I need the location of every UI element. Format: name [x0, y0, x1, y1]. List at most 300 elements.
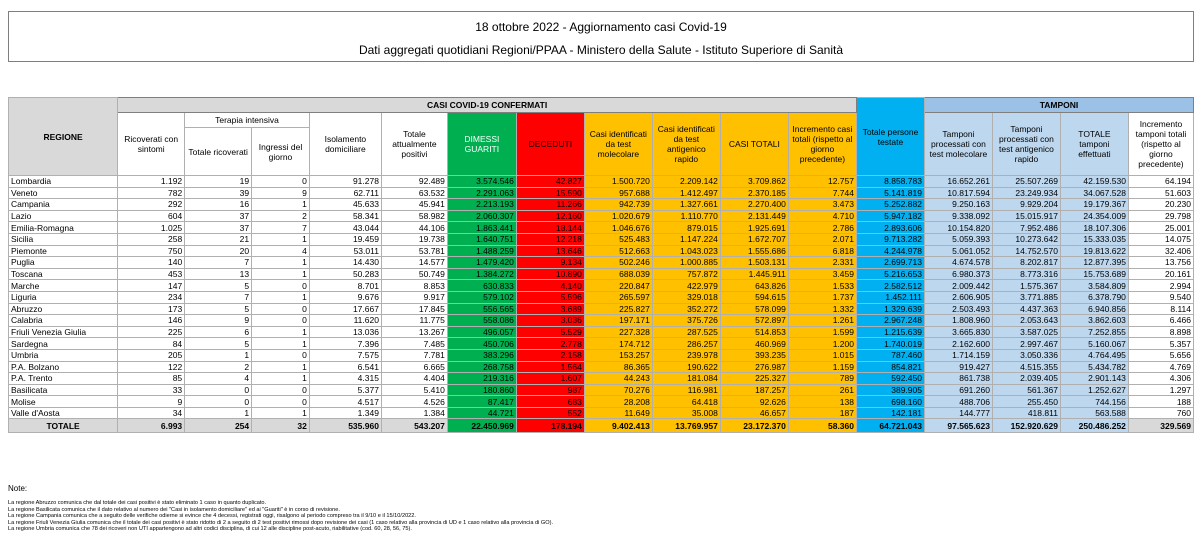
table-cell: 14.075: [1128, 233, 1193, 245]
table-cell: 919.427: [924, 361, 992, 373]
table-cell: 6.665: [381, 361, 447, 373]
table-cell: 329.569: [1128, 419, 1193, 433]
table-cell: 3.709.862: [720, 176, 788, 188]
table-cell: 9.713.282: [856, 233, 924, 245]
table-cell: 258: [118, 233, 185, 245]
table-cell: 2.503.493: [924, 303, 992, 315]
table-cell: 14.430: [309, 257, 381, 269]
col-header-totale-ricoverati: Totale ricoverati: [185, 128, 252, 176]
table-cell: 1.215.639: [856, 326, 924, 338]
table-cell: 87.417: [447, 396, 516, 408]
table-cell: 760: [1128, 407, 1193, 419]
table-cell: 1.384.272: [447, 268, 516, 280]
table-cell: 13.646: [516, 245, 584, 257]
table-cell: 422.979: [652, 280, 720, 292]
table-cell: 1.192: [118, 176, 185, 188]
table-cell: 552: [516, 407, 584, 419]
table-cell: 578.099: [720, 303, 788, 315]
table-cell: 1.640.751: [447, 233, 516, 245]
table-cell: 44.243: [584, 373, 652, 385]
table-row: [9, 303, 1194, 315]
table-cell: 19.179.367: [1060, 199, 1128, 211]
table-cell: 782: [118, 187, 185, 199]
table-cell: 144.777: [924, 407, 992, 419]
col-header-casi-molecolare: Casi identificati da test molecolare: [584, 113, 652, 176]
table-cell: 5.410: [381, 384, 447, 396]
table-cell: 197.171: [584, 315, 652, 327]
note-line: La regione Abruzzo comunica che dal totale dei casi positivi è stato eliminato 1 caso in quanto duplicato.: [8, 500, 267, 506]
table-row: [9, 176, 1194, 188]
table-cell: 225.827: [584, 303, 652, 315]
table-cell: 5: [185, 338, 252, 350]
table-cell: 9.540: [1128, 291, 1193, 303]
table-cell: 12.757: [788, 176, 856, 188]
table-cell: 2.370.185: [720, 187, 788, 199]
table-cell: 1.445.911: [720, 268, 788, 280]
table-cell: 33: [118, 384, 185, 396]
table-cell: 352.272: [652, 303, 720, 315]
table-cell: 0: [252, 384, 310, 396]
table-cell: 0: [252, 280, 310, 292]
table-cell: 19.813.622: [1060, 245, 1128, 257]
table-cell: 7.396: [309, 338, 381, 350]
table-cell: 460.969: [720, 338, 788, 350]
table-cell: 11.620: [309, 315, 381, 327]
table-cell: 3.665.830: [924, 326, 992, 338]
col-header-ingressi-giorno: Ingressi del giorno: [252, 128, 310, 176]
table-cell: 28.208: [584, 396, 652, 408]
region-name: Lazio: [9, 210, 118, 222]
table-cell: 861.738: [924, 373, 992, 385]
table-cell: 58.982: [381, 210, 447, 222]
table-row: [9, 384, 1194, 396]
table-cell: 1: [252, 233, 310, 245]
table-cell: 2.994: [1128, 280, 1193, 292]
table-cell: 6.940.856: [1060, 303, 1128, 315]
table-cell: 1: [252, 338, 310, 350]
table-cell: 2.162.600: [924, 338, 992, 350]
region-name: Sardegna: [9, 338, 118, 350]
table-cell: 5.059.393: [924, 233, 992, 245]
table-cell: 5.529: [516, 326, 584, 338]
table-cell: 3.574.546: [447, 176, 516, 188]
table-cell: 64.721.043: [856, 419, 924, 433]
table-cell: 1.672.707: [720, 233, 788, 245]
table-body: [9, 176, 1194, 433]
col-group-terapia-intensiva: Terapia intensiva: [185, 113, 310, 128]
table-cell: 225.327: [720, 373, 788, 385]
table-cell: 5.252.882: [856, 199, 924, 211]
table-cell: 4.315: [309, 373, 381, 385]
region-name: Campania: [9, 199, 118, 211]
table-cell: 32: [252, 419, 310, 433]
table-cell: 225: [118, 326, 185, 338]
table-cell: 205: [118, 349, 185, 361]
table-cell: 4.710: [788, 210, 856, 222]
table-cell: 5.377: [309, 384, 381, 396]
table-cell: 53.781: [381, 245, 447, 257]
table-cell: 10.817.594: [924, 187, 992, 199]
table-cell: 1: [252, 361, 310, 373]
col-header-totale-positivi: Totale attualmente positivi: [381, 113, 447, 176]
table-cell: 8.898: [1128, 326, 1193, 338]
table-cell: 122: [118, 361, 185, 373]
table-cell: 594.615: [720, 291, 788, 303]
region-name: P.A. Bolzano: [9, 361, 118, 373]
table-cell: 2.331: [788, 257, 856, 269]
table-cell: 4.140: [516, 280, 584, 292]
table-cell: 2.786: [788, 222, 856, 234]
table-cell: 2.009.442: [924, 280, 992, 292]
table-cell: 70.276: [584, 384, 652, 396]
table-cell: 37: [185, 222, 252, 234]
table-cell: 7: [185, 257, 252, 269]
table-cell: 8.114: [1128, 303, 1193, 315]
table-row: [9, 349, 1194, 361]
table-cell: 1.564: [516, 361, 584, 373]
table-cell: 4.674.578: [924, 257, 992, 269]
table-cell: 5: [185, 303, 252, 315]
table-cell: 4.437.363: [992, 303, 1060, 315]
table-cell: 1.297: [1128, 384, 1193, 396]
table-cell: 1.147.224: [652, 233, 720, 245]
table-cell: 1.599: [788, 326, 856, 338]
table-cell: 34: [118, 407, 185, 419]
table-row: [9, 373, 1194, 385]
table-cell: 46.657: [720, 407, 788, 419]
region-name: Puglia: [9, 257, 118, 269]
table-cell: 181.084: [652, 373, 720, 385]
table-cell: 17.845: [381, 303, 447, 315]
table-cell: 292: [118, 199, 185, 211]
table-cell: 140: [118, 257, 185, 269]
table-cell: 4.515.355: [992, 361, 1060, 373]
table-row: [9, 257, 1194, 269]
table-cell: 4.306: [1128, 373, 1193, 385]
table-cell: 34.067.528: [1060, 187, 1128, 199]
table-cell: 20.230: [1128, 199, 1193, 211]
table-cell: 1.159: [788, 361, 856, 373]
table-cell: 5: [185, 280, 252, 292]
table-cell: 789: [788, 373, 856, 385]
table-cell: 44.106: [381, 222, 447, 234]
table-cell: 512.663: [584, 245, 652, 257]
region-name: Basilicata: [9, 384, 118, 396]
table-cell: 2.901.143: [1060, 373, 1128, 385]
table-cell: 7.485: [381, 338, 447, 350]
table-cell: 227.328: [584, 326, 652, 338]
table-cell: 116.981: [652, 384, 720, 396]
table-cell: 20.161: [1128, 268, 1193, 280]
table-cell: 2.606.905: [924, 291, 992, 303]
table-cell: 2: [185, 361, 252, 373]
table-cell: 19: [185, 176, 252, 188]
table-cell: 92.489: [381, 176, 447, 188]
region-name: Marche: [9, 280, 118, 292]
table-cell: 6.993: [118, 419, 185, 433]
table-row: [9, 222, 1194, 234]
table-cell: 174.712: [584, 338, 652, 350]
table-cell: 1.110.770: [652, 210, 720, 222]
table-cell: 1.479.420: [447, 257, 516, 269]
table-cell: 502.246: [584, 257, 652, 269]
table-cell: 11.775: [381, 315, 447, 327]
table-cell: 7.952.486: [992, 222, 1060, 234]
table-cell: 389.905: [856, 384, 924, 396]
table-cell: 643.826: [720, 280, 788, 292]
table-cell: 9.250.163: [924, 199, 992, 211]
table-cell: 418.811: [992, 407, 1060, 419]
table-cell: 21: [185, 233, 252, 245]
col-header-ricoverati: Ricoverati con sintomi: [118, 113, 185, 176]
table-cell: 8.202.817: [992, 257, 1060, 269]
table-cell: 688.039: [584, 268, 652, 280]
table-cell: 153.257: [584, 349, 652, 361]
table-cell: 2.270.400: [720, 199, 788, 211]
table-cell: 556.565: [447, 303, 516, 315]
page-subtitle: Dati aggregati quotidiani Regioni/PPAA - Ministero della Salute - Istituto Superiore di Sanità: [358, 43, 844, 57]
table-cell: 0: [252, 315, 310, 327]
table-cell: 563.588: [1060, 407, 1128, 419]
table-cell: 4.526: [381, 396, 447, 408]
table-cell: 757.872: [652, 268, 720, 280]
table-cell: 5.656: [1128, 349, 1193, 361]
table-cell: 1.329.639: [856, 303, 924, 315]
table-cell: 2.967.248: [856, 315, 924, 327]
table-cell: 20: [185, 245, 252, 257]
table-cell: 287.525: [652, 326, 720, 338]
region-name: Abruzzo: [9, 303, 118, 315]
region-name: Piemonte: [9, 245, 118, 257]
table-cell: 53.011: [309, 245, 381, 257]
table-cell: 879.015: [652, 222, 720, 234]
table-cell: 525.483: [584, 233, 652, 245]
table-cell: 750: [118, 245, 185, 257]
table-cell: 239.978: [652, 349, 720, 361]
table-cell: 744.156: [1060, 396, 1128, 408]
table-cell: 1.575.367: [992, 280, 1060, 292]
table-cell: 97.565.623: [924, 419, 992, 433]
table-cell: 375.726: [652, 315, 720, 327]
table-cell: 572.897: [720, 315, 788, 327]
table-cell: 1.555.686: [720, 245, 788, 257]
table-cell: 1.046.676: [584, 222, 652, 234]
table-cell: 265.597: [584, 291, 652, 303]
table-row: [9, 361, 1194, 373]
table-cell: 16: [185, 199, 252, 211]
table-cell: 1.200: [788, 338, 856, 350]
col-header-incremento-casi: Incremento casi totali (rispetto al giorno precedente): [788, 113, 856, 176]
table-cell: 393.235: [720, 349, 788, 361]
table-cell: 630.833: [447, 280, 516, 292]
table-cell: 1.488.259: [447, 245, 516, 257]
table-cell: 45.633: [309, 199, 381, 211]
table-cell: 91.278: [309, 176, 381, 188]
table-cell: 2.997.467: [992, 338, 1060, 350]
table-cell: 6: [185, 326, 252, 338]
table-row: [9, 315, 1194, 327]
table-cell: 9.338.092: [924, 210, 992, 222]
table-cell: 3.584.809: [1060, 280, 1128, 292]
table-cell: 42.827: [516, 176, 584, 188]
table-cell: 84: [118, 338, 185, 350]
table-cell: 0: [252, 396, 310, 408]
table-cell: 3.771.885: [992, 291, 1060, 303]
table-cell: 276.987: [720, 361, 788, 373]
table-cell: 4.244.978: [856, 245, 924, 257]
table-cell: 18.144: [516, 222, 584, 234]
table-cell: 16.652.261: [924, 176, 992, 188]
table-cell: 8.701: [309, 280, 381, 292]
table-cell: 1: [252, 268, 310, 280]
table-cell: 987: [516, 384, 584, 396]
table-cell: 514.853: [720, 326, 788, 338]
table-cell: 8.773.316: [992, 268, 1060, 280]
region-name: Umbria: [9, 349, 118, 361]
table-cell: 58.341: [309, 210, 381, 222]
table-cell: 5.596: [516, 291, 584, 303]
table-cell: 2.893.606: [856, 222, 924, 234]
page-title: 18 ottobre 2022 - Aggiornamento casi Covid-19: [475, 20, 727, 34]
table-cell: 85: [118, 373, 185, 385]
table-cell: 7: [252, 222, 310, 234]
table-cell: 234: [118, 291, 185, 303]
table-cell: 942.739: [584, 199, 652, 211]
table-cell: 698.160: [856, 396, 924, 408]
region-name: Molise: [9, 396, 118, 408]
table-cell: 2.131.449: [720, 210, 788, 222]
table-cell: 1: [252, 373, 310, 385]
table-cell: 2.209.142: [652, 176, 720, 188]
table-cell: 220.847: [584, 280, 652, 292]
table-cell: 14.577: [381, 257, 447, 269]
table-cell: 592.450: [856, 373, 924, 385]
table-cell: 7.744: [788, 187, 856, 199]
table-cell: 13.769.957: [652, 419, 720, 433]
table-cell: 255.450: [992, 396, 1060, 408]
table-cell: 6.378.790: [1060, 291, 1128, 303]
table-cell: 1.043.023: [652, 245, 720, 257]
table-row: [9, 280, 1194, 292]
table-cell: 5.434.782: [1060, 361, 1128, 373]
table-cell: 1.412.497: [652, 187, 720, 199]
table-cell: 1.000.885: [652, 257, 720, 269]
table-cell: 5.141.819: [856, 187, 924, 199]
table-row: [9, 396, 1194, 408]
col-header-incremento-tamponi: Incremento tamponi totali (rispetto al giorno precedente): [1128, 113, 1193, 176]
table-cell: 23.172.370: [720, 419, 788, 433]
table-cell: 1: [252, 326, 310, 338]
table-cell: 138: [788, 396, 856, 408]
table-cell: 12.160: [516, 210, 584, 222]
table-cell: 561.367: [992, 384, 1060, 396]
col-header-totale-tamponi: TOTALE tamponi effettuati: [1060, 113, 1128, 176]
table-cell: 17.667: [309, 303, 381, 315]
region-name: Veneto: [9, 187, 118, 199]
table-cell: 1.925.691: [720, 222, 788, 234]
table-cell: 187: [788, 407, 856, 419]
table-cell: 11.266: [516, 199, 584, 211]
table-cell: 1.740.019: [856, 338, 924, 350]
table-row: [9, 233, 1194, 245]
col-header-isolamento: Isolamento domiciliare: [309, 113, 381, 176]
table-cell: 7.781: [381, 349, 447, 361]
table-cell: 1: [252, 199, 310, 211]
table-cell: 1.015: [788, 349, 856, 361]
table-row: [9, 338, 1194, 350]
table-cell: 58.360: [788, 419, 856, 433]
table-cell: 254: [185, 419, 252, 433]
table-cell: 3.689: [516, 303, 584, 315]
col-header-dimessi-guariti: DIMESSI GUARITI: [447, 113, 516, 176]
table-cell: 1.452.111: [856, 291, 924, 303]
table-cell: 2.071: [788, 233, 856, 245]
table-cell: 558.086: [447, 315, 516, 327]
table-cell: 9.929.204: [992, 199, 1060, 211]
table-cell: 5.947.182: [856, 210, 924, 222]
table-cell: 2.039.405: [992, 373, 1060, 385]
table-cell: 250.486.252: [1060, 419, 1128, 433]
table-cell: 543.207: [381, 419, 447, 433]
table-cell: 4.769: [1128, 361, 1193, 373]
table-cell: 7: [185, 291, 252, 303]
table-row: [9, 407, 1194, 419]
col-header-tamponi-molecolare: Tamponi processati con test molecolare: [924, 113, 992, 176]
region-name: Valle d'Aosta: [9, 407, 118, 419]
table-cell: 1.327.661: [652, 199, 720, 211]
table-cell: 19.738: [381, 233, 447, 245]
table-cell: 1: [252, 257, 310, 269]
table-cell: 4.764.495: [1060, 349, 1128, 361]
table-cell: 5.061.052: [924, 245, 992, 257]
table-cell: 2.778: [516, 338, 584, 350]
table-cell: 0: [185, 396, 252, 408]
col-header-totale-persone-testate: Totale persone testate: [856, 98, 924, 176]
table-cell: 23.249.934: [992, 187, 1060, 199]
table-cell: 6.466: [1128, 315, 1193, 327]
table-cell: 43.044: [309, 222, 381, 234]
table-cell: 62.711: [309, 187, 381, 199]
table-cell: 32.406: [1128, 245, 1193, 257]
table-cell: 8.858.783: [856, 176, 924, 188]
table-cell: 329.018: [652, 291, 720, 303]
title-box: [8, 11, 1194, 62]
table-cell: 579.102: [447, 291, 516, 303]
table-cell: 180.860: [447, 384, 516, 396]
note-line: La regione Umbria comunica che 78 dei ricoveri non UTI appartengono ad altri codici disciplina, di cui 12 alle discipline post-acuto, riabilitative (cod. 60, 28, 56, 75).: [8, 526, 412, 533]
table-cell: 19.459: [309, 233, 381, 245]
table-cell: 9.917: [381, 291, 447, 303]
table-cell: 64.418: [652, 396, 720, 408]
table-cell: 1.737: [788, 291, 856, 303]
table-cell: 12.218: [516, 233, 584, 245]
table-cell: 2.699.713: [856, 257, 924, 269]
table-cell: 11.649: [584, 407, 652, 419]
table-cell: 450.706: [447, 338, 516, 350]
table-cell: 6.541: [309, 361, 381, 373]
table-cell: 1: [185, 407, 252, 419]
table-cell: 152.920.629: [992, 419, 1060, 433]
table-cell: 787.460: [856, 349, 924, 361]
notes-section: [8, 484, 1194, 533]
table-cell: 178.194: [516, 419, 584, 433]
table-cell: 3.050.336: [992, 349, 1060, 361]
region-name: Sicilia: [9, 233, 118, 245]
col-header-deceduti: DECEDUTI: [516, 113, 584, 176]
table-cell: 9.134: [516, 257, 584, 269]
notes-title: Note:: [8, 484, 28, 493]
table-cell: 1.332: [788, 303, 856, 315]
